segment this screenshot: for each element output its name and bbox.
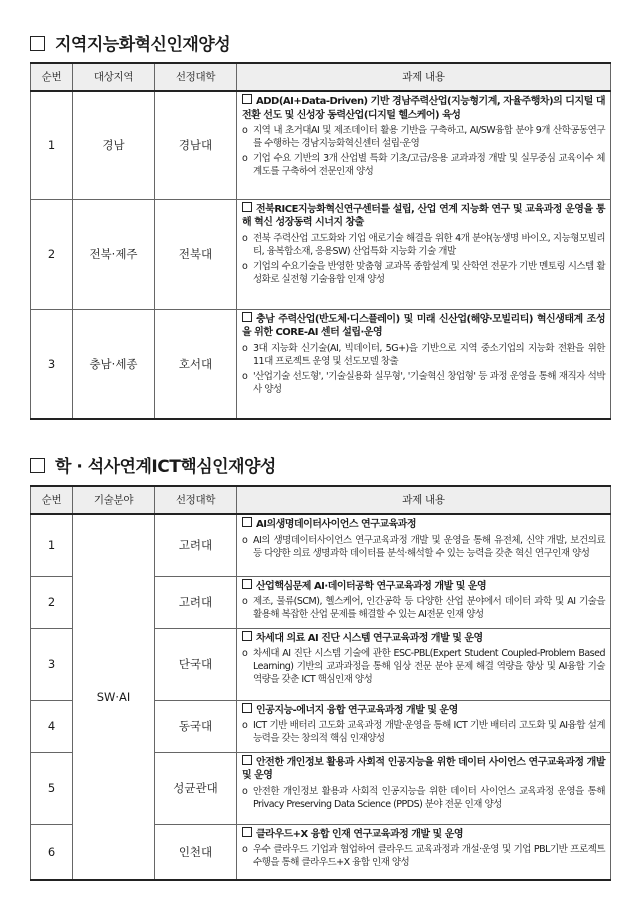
row-university: 고려대 — [155, 514, 237, 576]
bullet-circle-icon: o — [242, 534, 248, 546]
row-region: 충남·세종 — [73, 309, 155, 419]
project-bullet: o 3대 지능화 신기술(AI, 빅데이터, 5G+)을 기반으로 지역 중소기업의 지능화 전환을 위한 11대 프로젝트 운영 및 선도모델 창출 — [242, 342, 605, 367]
project-bullet: o 지역 내 초거대AI 및 제조데이터 활용 기반을 구축하고, AI/SW융합 분야 9개 산학공동연구를 수행하는 경남지능화혁신센터 설립·운영 — [242, 125, 605, 149]
tech-field: SW·AI — [73, 514, 155, 880]
row-university: 인천대 — [155, 824, 237, 880]
header-content: 과제 내용 — [237, 63, 611, 91]
bullet-circle-icon: o — [242, 785, 248, 797]
project-bullet: o AI의 생명데이터사이언스 연구교육과정 개발 및 운영을 통해 유전체, 신약 개발, 보건의료 등 다양한 의료 생명과학 데이터를 분석·해석할 수 있는 능력을 갖춘 혁신 연구인재 양성 — [242, 534, 605, 559]
checkbox-square-icon — [242, 579, 252, 589]
ict-talent-table — [30, 485, 611, 881]
bullet-circle-icon: o — [242, 720, 248, 731]
row-region: 경남 — [73, 91, 155, 199]
project-bullet: o 우수 클라우드 기업과 협업하여 클라우드 교육과정과 개설·운영 및 기업 PBL기반 프로젝트 수행을 통해 클라우드+X 융합 인재 양성 — [242, 844, 605, 868]
table-row — [31, 199, 611, 309]
header-field: 기술분야 — [73, 486, 155, 514]
bullet-circle-icon: o — [242, 596, 248, 607]
project-title: AI의생명데이터사이언스 연구교육과정 — [242, 517, 605, 532]
checkbox-square-icon — [242, 827, 252, 837]
project-bullet: o 제조, 물류(SCM), 헬스케어, 인간공학 등 다양한 산업 분야에서 데이터 과학 및 AI 기술을 활용해 복잡한 산업 문제를 해결할 수 있는 AI전문 인재 양성 — [242, 596, 605, 620]
bullet-circle-icon: o — [242, 125, 248, 136]
bullet-circle-icon: o — [242, 342, 248, 354]
header-content: 과제 내용 — [237, 486, 611, 514]
header-university: 선정대학 — [155, 486, 237, 514]
checkbox-square-icon — [242, 312, 252, 322]
checkbox-square-icon — [242, 517, 252, 527]
table-header-row — [31, 486, 611, 514]
bullet-circle-icon: o — [242, 153, 248, 164]
project-bullet: o 안전한 개인정보 활용과 사회적 인공지능을 위한 데이터 사이언스 교육과정 운영을 통해 Privacy Preserving Data Science (PPDS) 분야 전문 인재 양성 — [242, 785, 605, 810]
bullet-circle-icon: o — [242, 260, 248, 272]
checkbox-square-icon — [242, 703, 252, 713]
row-number: 4 — [31, 700, 73, 752]
row-number: 3 — [31, 309, 73, 419]
regional-talent-table — [30, 62, 611, 420]
header-no: 순번 — [31, 486, 73, 514]
row-number: 6 — [31, 824, 73, 880]
row-number: 1 — [31, 91, 73, 199]
row-content — [237, 824, 611, 880]
checkbox-square-icon — [242, 631, 252, 641]
row-region: 전북·제주 — [73, 199, 155, 309]
project-bullet: o 차세대 AI 진단 시스템 기술에 관한 ESC-PBL(Expert Student Coupled-Problem Based Learning) 기반의 교과과정을 통해 임상 전문 분야 문제 해결 역량을 향상 및 AI융합 기술 역량을 갖춘 ICT 핵심인재 양성 — [242, 648, 605, 685]
project-title: 차세대 의료 AI 진단 시스템 연구교육과정 개발 및 운영 — [242, 631, 605, 646]
section1-heading — [30, 30, 230, 55]
row-university: 성균관대 — [155, 752, 237, 824]
bullet-circle-icon: o — [242, 648, 248, 659]
project-bullet: o 기업의 수요기술을 반영한 맞춤형 교과목 종합설계 및 산학연 전문가 기반 멘토링 시스템 활성화로 실전형 기술융합 인재 양성 — [242, 260, 605, 285]
row-content — [237, 199, 611, 309]
row-content — [237, 752, 611, 824]
row-content — [237, 700, 611, 752]
section1-title: 지역지능화혁신인재양성 — [55, 35, 231, 55]
row-content — [237, 514, 611, 576]
header-no: 순번 — [31, 63, 73, 91]
row-content — [237, 628, 611, 700]
header-region: 대상지역 — [73, 63, 155, 91]
table-header-row — [31, 63, 611, 91]
table-row — [31, 514, 611, 576]
table-row — [31, 91, 611, 199]
bullet-circle-icon: o — [242, 370, 248, 382]
row-university: 동국대 — [155, 700, 237, 752]
row-content — [237, 576, 611, 628]
project-title: 전북RICE지능화혁신연구센터를 설립, 산업 연계 지능화 연구 및 교육과정 운영을 통해 혁신 성장동력 시너지 창출 — [242, 203, 605, 228]
checkbox-square-icon — [242, 94, 252, 104]
section2-heading — [30, 452, 276, 477]
row-content — [237, 309, 611, 419]
project-title: 인공지능-에너지 융합 연구교육과정 개발 및 운영 — [242, 703, 605, 718]
project-bullet: o '산업기술 선도형', '기술실용화 실무형', '기술혁신 창업형' 등 과정 운영을 통해 재직자 석박사 양성 — [242, 370, 605, 395]
checkbox-square-icon — [242, 202, 252, 212]
row-number: 1 — [31, 514, 73, 576]
row-number: 2 — [31, 576, 73, 628]
row-university: 경남대 — [155, 91, 237, 199]
checkbox-square-icon — [30, 458, 45, 473]
bullet-circle-icon: o — [242, 232, 248, 244]
row-number: 5 — [31, 752, 73, 824]
checkbox-square-icon — [242, 755, 252, 765]
row-content — [237, 91, 611, 199]
header-university: 선정대학 — [155, 63, 237, 91]
project-title: 안전한 개인정보 활용과 사회적 인공지능을 위한 데이터 사이언스 연구교육과정 개발 및 운영 — [242, 756, 605, 781]
project-title: 충남 주력산업(반도체·디스플레이) 및 미래 신산업(해양·모빌리티) 혁신생태계 조성을 위한 CORE-AI 센터 설립·운영 — [242, 313, 605, 338]
project-bullet: o ICT 기반 배터리 고도화 교육과정 개발·운영을 통해 ICT 기반 배터리 고도화 및 AI융합 설계 능력을 갖는 창의적 핵심 인재양성 — [242, 720, 605, 744]
row-university: 단국대 — [155, 628, 237, 700]
row-university: 고려대 — [155, 576, 237, 628]
project-title: 클라우드+X 융합 인재 연구교육과정 개발 및 운영 — [242, 827, 605, 842]
checkbox-square-icon — [30, 36, 45, 51]
section2-title: 학 · 석사연계ICT핵심인재양성 — [55, 457, 276, 477]
bullet-circle-icon: o — [242, 844, 248, 855]
project-bullet: o 전북 주력산업 고도화와 기업 애로기술 해결을 위한 4개 분야(농생명 바이오, 지능형모빌리티, 융복합소재, 응용SW) 산업특화 지능화 기술 개발 — [242, 232, 605, 257]
row-number: 2 — [31, 199, 73, 309]
row-number: 3 — [31, 628, 73, 700]
row-university: 전북대 — [155, 199, 237, 309]
project-bullet: o 기업 수요 기반의 3개 산업별 특화 기초/고급/응용 교과과정 개발 및 실무중심 교육이수 체계도를 구축하여 전문인재 양성 — [242, 153, 605, 177]
row-university: 호서대 — [155, 309, 237, 419]
project-title: 산업핵심문제 AI·데이터공학 연구교육과정 개발 및 운영 — [242, 579, 605, 594]
project-title: ADD(AI+Data-Driven) 기반 경남주력산업(지능형기계, 자율주행차)의 디지털 대전환 선도 및 신성장 동력산업(디지털 헬스케어) 육성 — [242, 96, 605, 121]
table-row — [31, 309, 611, 419]
